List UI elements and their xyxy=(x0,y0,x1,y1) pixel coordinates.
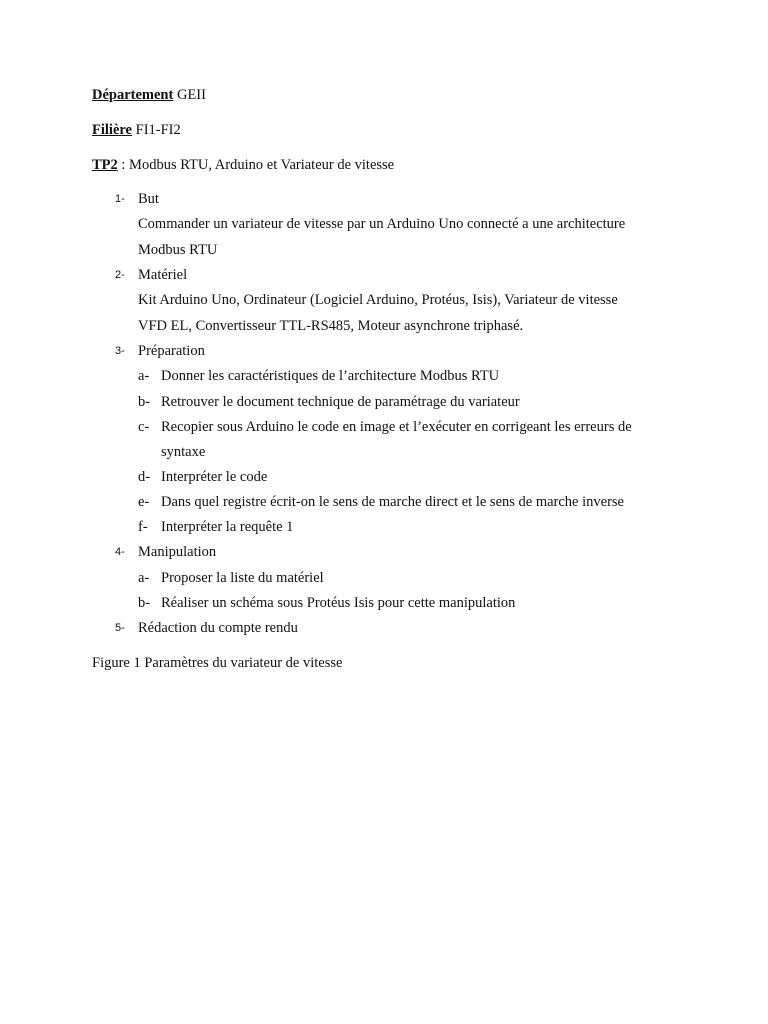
section-title-redaction: Rédaction du compte rendu xyxy=(138,620,298,636)
tp-title-line xyxy=(92,156,394,174)
list-item-letter: b- xyxy=(138,394,151,410)
section-number: 1- xyxy=(115,193,125,205)
list-item-letter: d- xyxy=(138,469,151,485)
list-item-text: Recopier sous Arduino le code en image et l’exécuter en corrigeant les erreurs de xyxy=(161,419,632,435)
departement-label: Département xyxy=(92,87,174,103)
list-item-text: Proposer la liste du matériel xyxy=(161,570,324,586)
list-item-letter: e- xyxy=(138,494,150,510)
list-item-letter: c- xyxy=(138,419,150,435)
list-item-letter: f- xyxy=(138,519,148,535)
list-item-text: Retrouver le document technique de paramétrage du variateur xyxy=(161,394,520,410)
filiere-label: Filière xyxy=(92,122,132,138)
departement-value: GEII xyxy=(173,87,206,103)
list-item-text: Réaliser un schéma sous Protéus Isis pour cette manipulation xyxy=(161,595,516,611)
section-body-line: VFD EL, Convertisseur TTL-RS485, Moteur asynchrone triphasé. xyxy=(138,318,524,334)
section-body-line: Kit Arduino Uno, Ordinateur (Logiciel Arduino, Protéus, Isis), Variateur de vitesse xyxy=(138,292,618,308)
list-item-letter: a- xyxy=(138,570,150,586)
list-item-letter: b- xyxy=(138,595,151,611)
list-item-letter: a- xyxy=(138,368,150,384)
list-item-text: Dans quel registre écrit-on le sens de marche direct et le sens de marche inverse xyxy=(161,494,624,510)
section-title-preparation: Préparation xyxy=(138,343,205,359)
section-title-manipulation: Manipulation xyxy=(138,544,217,560)
section-number: 4- xyxy=(115,546,125,558)
list-item-text: Interpréter la requête 1 xyxy=(161,519,294,535)
tp-value: : Modbus RTU, Arduino et Variateur de vitesse xyxy=(117,157,395,173)
section-number: 5- xyxy=(115,622,125,634)
section-number: 3- xyxy=(115,345,125,357)
list-item-continuation: syntaxe xyxy=(161,444,206,460)
filiere-value: FI1-FI2 xyxy=(132,122,181,138)
list-item-text: Donner les caractéristiques de l’architecture Modbus RTU xyxy=(161,368,500,384)
departement-line xyxy=(92,86,206,104)
section-title-but: But xyxy=(138,191,159,207)
figure-caption: Figure 1 Paramètres du variateur de vitesse xyxy=(92,655,343,671)
tp-label: TP2 xyxy=(92,157,118,173)
section-body-line: Modbus RTU xyxy=(138,242,218,258)
filiere-line xyxy=(92,121,181,139)
section-title-materiel: Matériel xyxy=(138,267,188,283)
section-body-line: Commander un variateur de vitesse par un Arduino Uno connecté a une architecture xyxy=(138,216,626,232)
section-number: 2- xyxy=(115,269,125,281)
list-item-text: Interpréter le code xyxy=(161,469,268,485)
